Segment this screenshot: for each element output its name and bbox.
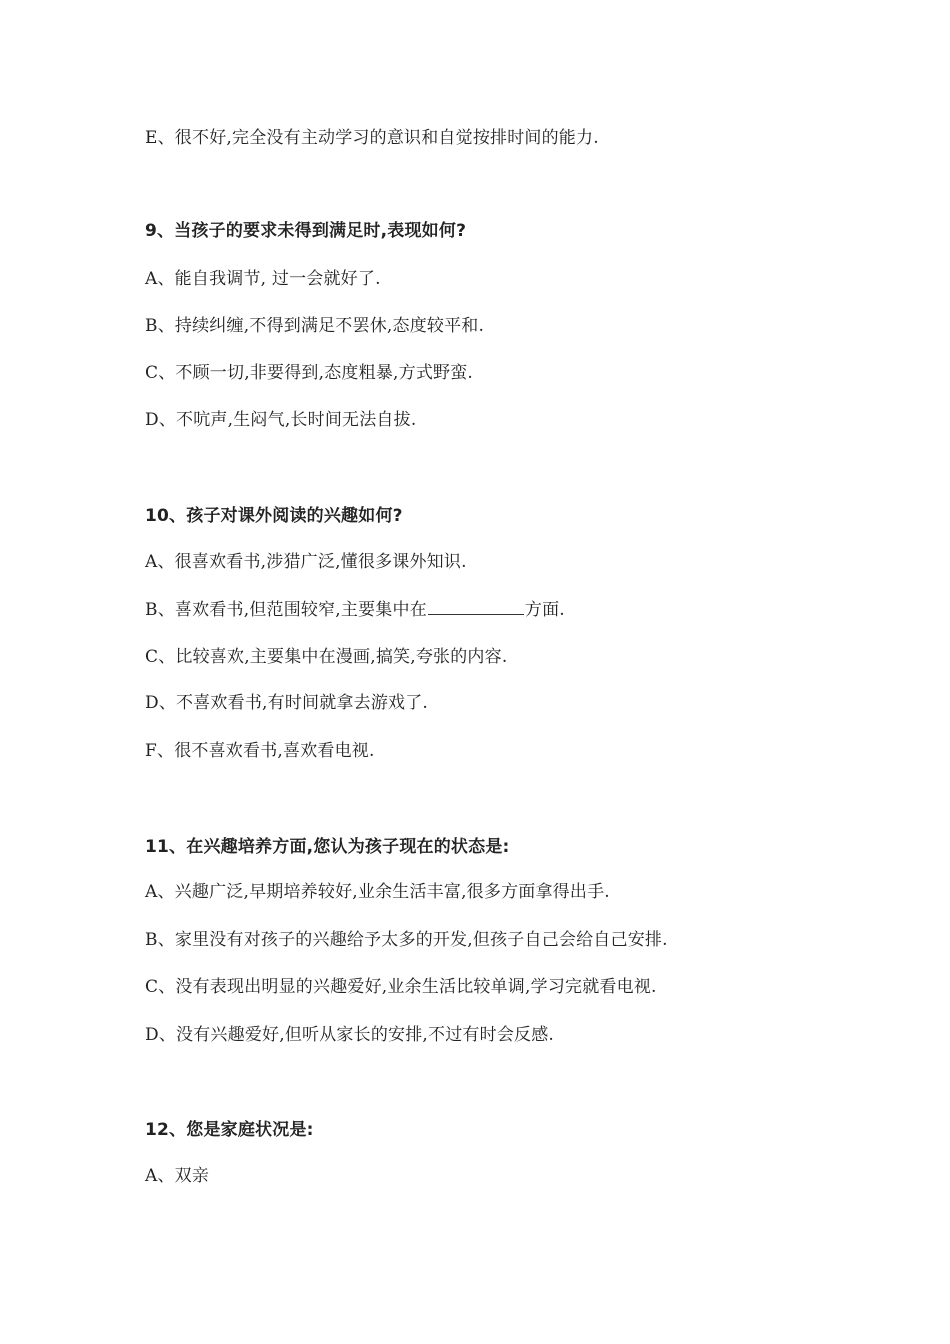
q11-option-a: A、兴趣广泛,早期培养较好,业余生活丰富,很多方面拿得出手. <box>145 882 610 902</box>
q10-option-b <box>145 598 565 621</box>
q10-option-d: D、不喜欢看书,有时间就拿去游戏了. <box>145 693 429 713</box>
q9-option-b: B、持续纠缠,不得到满足不罢休,态度较平和. <box>145 316 485 336</box>
q10-option-f: F、很不喜欢看书,喜欢看电视. <box>145 741 375 761</box>
question-9-title: 9、当孩子的要求未得到满足时,表现如何? <box>145 221 467 241</box>
q10-option-c: C、比较喜欢,主要集中在漫画,搞笑,夸张的内容. <box>145 647 508 667</box>
q10-option-b-text: B、喜欢看书,但范围较窄,主要集中在 <box>145 600 427 620</box>
q9-option-a: A、能自我调节, 过一会就好了. <box>145 269 381 289</box>
fill-in-blank[interactable] <box>428 598 524 615</box>
question-11-title: 11、在兴趣培养方面,您认为孩子现在的状态是: <box>145 837 510 857</box>
question-10-title: 10、孩子对课外阅读的兴趣如何? <box>145 506 403 526</box>
q11-option-d: D、没有兴趣爱好,但听从家长的安排,不过有时会反感. <box>145 1025 555 1045</box>
q9-option-d: D、不吭声,生闷气,长时间无法自拔. <box>145 410 417 430</box>
q8-option-e: E、很不好,完全没有主动学习的意识和自觉按排时间的能力. <box>145 128 599 148</box>
q11-option-b: B、家里没有对孩子的兴趣给予太多的开发,但孩子自己会给自己安排. <box>145 930 668 950</box>
question-12-title: 12、您是家庭状况是: <box>145 1120 314 1140</box>
q10-option-b-suffix: 方面. <box>524 600 565 620</box>
q10-option-a: A、很喜欢看书,涉猎广泛,懂很多课外知识. <box>145 552 467 572</box>
q12-option-a: A、双亲 <box>145 1166 210 1186</box>
q11-option-c: C、没有表现出明显的兴趣爱好,业余生活比较单调,学习完就看电视. <box>145 977 657 997</box>
q9-option-c: C、不顾一切,非要得到,态度粗暴,方式野蛮. <box>145 363 474 383</box>
